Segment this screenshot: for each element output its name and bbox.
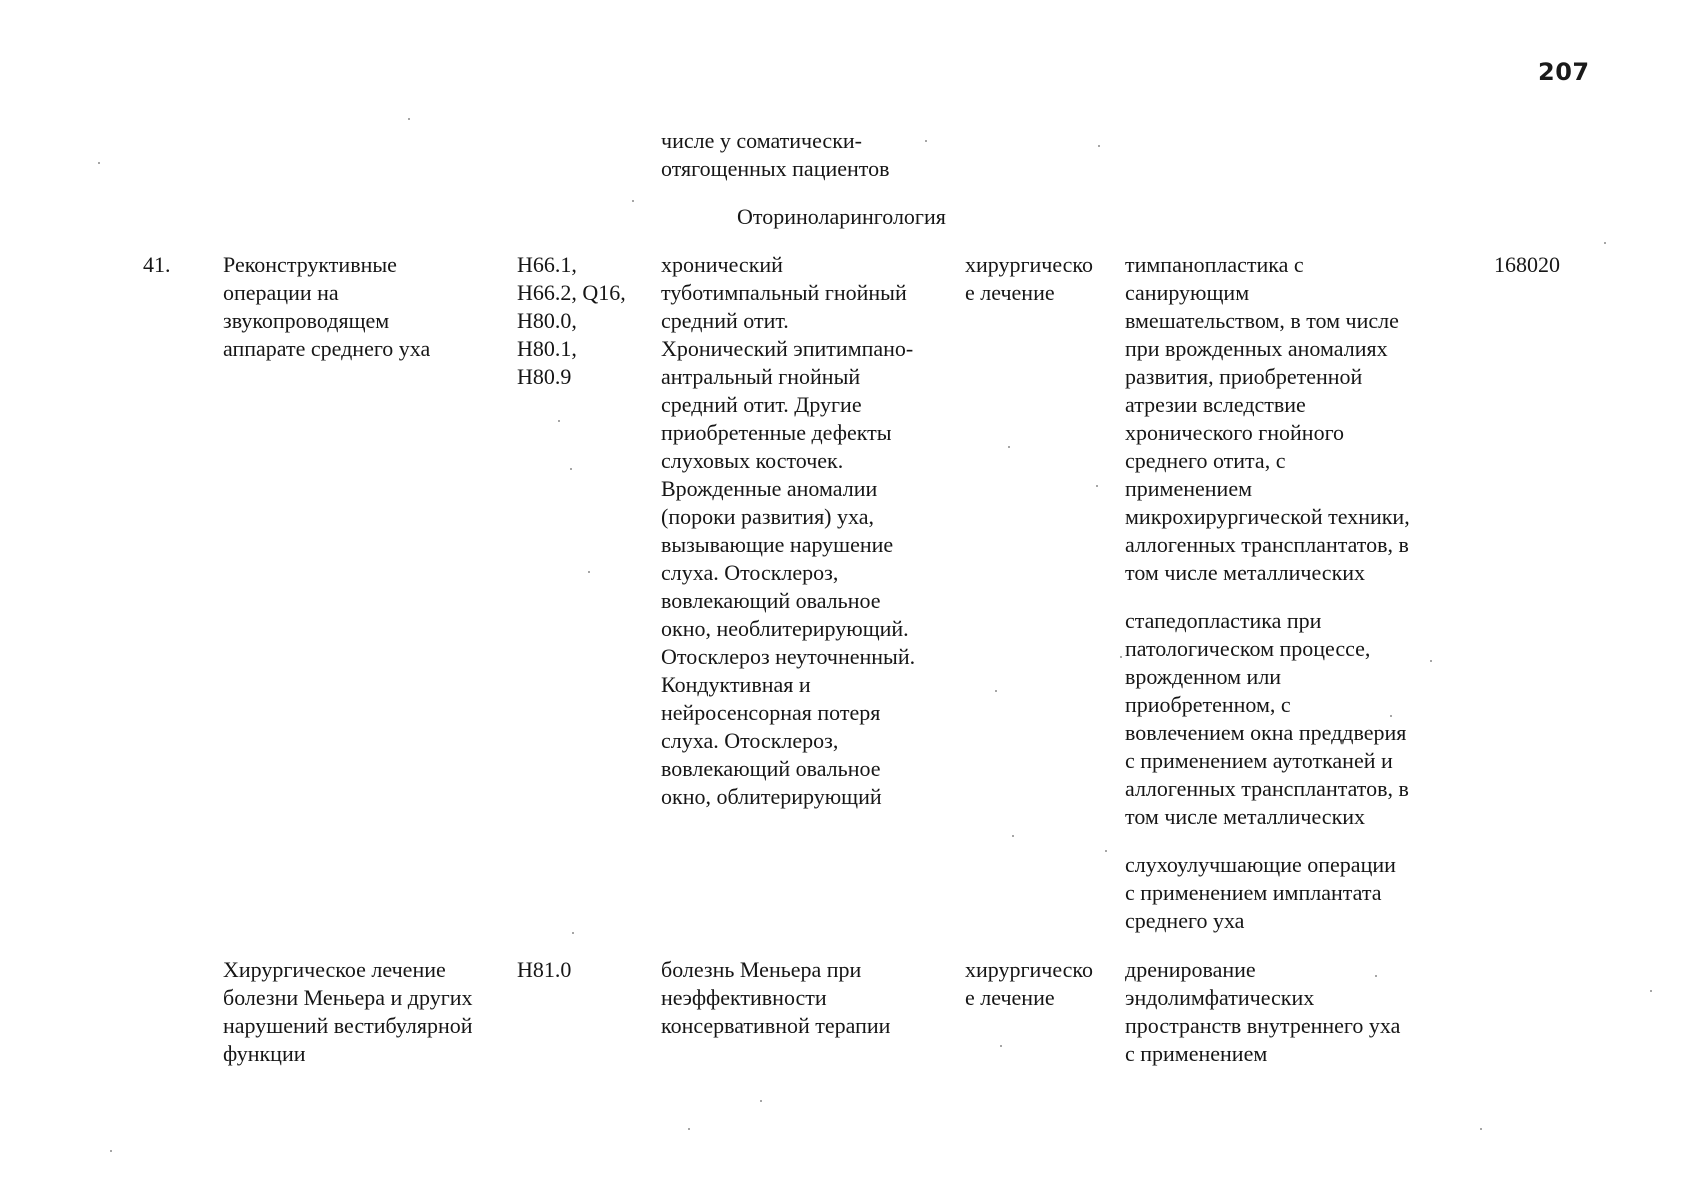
scan-speck: [1430, 660, 1432, 662]
scan-speck: [760, 1100, 762, 1102]
icd-codes: H66.1, H66.2, Q16, H80.0, H80.1, H80.9: [517, 252, 626, 389]
section-heading: Оториноларингология: [737, 204, 946, 229]
scan-speck: [1096, 485, 1098, 487]
scan-speck: [1604, 242, 1606, 244]
scan-speck: [1480, 1128, 1482, 1130]
scan-speck: [588, 571, 590, 573]
scan-speck: [1375, 975, 1377, 977]
treatment-method: слухоулучшающие операции с применением имплантата среднего уха: [1125, 852, 1396, 933]
scan-speck: [1000, 1045, 1002, 1047]
scan-speck: [1650, 990, 1652, 992]
scan-speck: [1105, 850, 1107, 852]
treatment-type: хирургическо е лечение: [965, 252, 1093, 305]
treatment-method: стапедопластика при патологическом процессе, врожденном или приобретенном, с вовлечением окна преддверия с применением аутотканей и аллогенных трансплантатов, в том числе металлических: [1125, 608, 1409, 829]
icd-codes: H81.0: [517, 957, 572, 982]
scan-speck: [570, 468, 572, 470]
scan-speck: [1012, 835, 1014, 837]
cost-value: 168020: [1494, 252, 1560, 277]
scan-speck: [925, 140, 927, 142]
scan-speck: [110, 1150, 112, 1152]
scan-speck: [558, 420, 560, 422]
page-number: 207: [1538, 58, 1590, 86]
scan-speck: [572, 932, 574, 934]
scan-speck: [98, 162, 100, 164]
patient-model: хронический туботимпальный гнойный средний отит. Хронический эпитимпано- антральный гнойный средний отит. Другие приобретенные дефекты слуховых косточек. Врожденные аномалии (пороки развития) уха, вызывающие нарушение слуха. Отосклероз, вовлекающий овальное окно, необлитерирующий. Отосклероз неуточненный. Кондуктивная и нейросенсорная потеря слуха. Отосклероз, вовлекающий овальное окно, облитерирующий: [661, 252, 916, 809]
scan-speck: [408, 118, 410, 120]
continuation-text: числе у соматически- отягощенных пациентов: [661, 128, 890, 181]
scan-speck: [1008, 446, 1010, 448]
treatment-method: дренирование эндолимфатических пространств внутреннего уха с применением: [1125, 957, 1401, 1066]
scan-speck: [995, 690, 997, 692]
scan-speck: [1390, 715, 1392, 717]
scan-speck: [1098, 145, 1100, 147]
treatment-type: хирургическо е лечение: [965, 957, 1093, 1010]
treatment-method: тимпанопластика с санирующим вмешательством, в том числе при врожденных аномалиях развития, приобретенной атрезии вследствие хронического гнойного среднего отита, с применением микрохирургической техники, аллогенных трансплантатов, в том числе металлических: [1125, 252, 1410, 585]
scan-speck: [688, 1128, 690, 1130]
scan-speck: [632, 200, 634, 202]
treatment-name: Реконструктивные операции на звукопроводящем аппарате среднего уха: [223, 252, 431, 361]
scan-speck: [1120, 656, 1122, 658]
treatment-name: Хирургическое лечение болезни Меньера и других нарушений вестибулярной функции: [223, 957, 473, 1066]
row-number: 41.: [143, 252, 171, 277]
patient-model: болезнь Меньера при неэффективности консервативной терапии: [661, 957, 891, 1038]
